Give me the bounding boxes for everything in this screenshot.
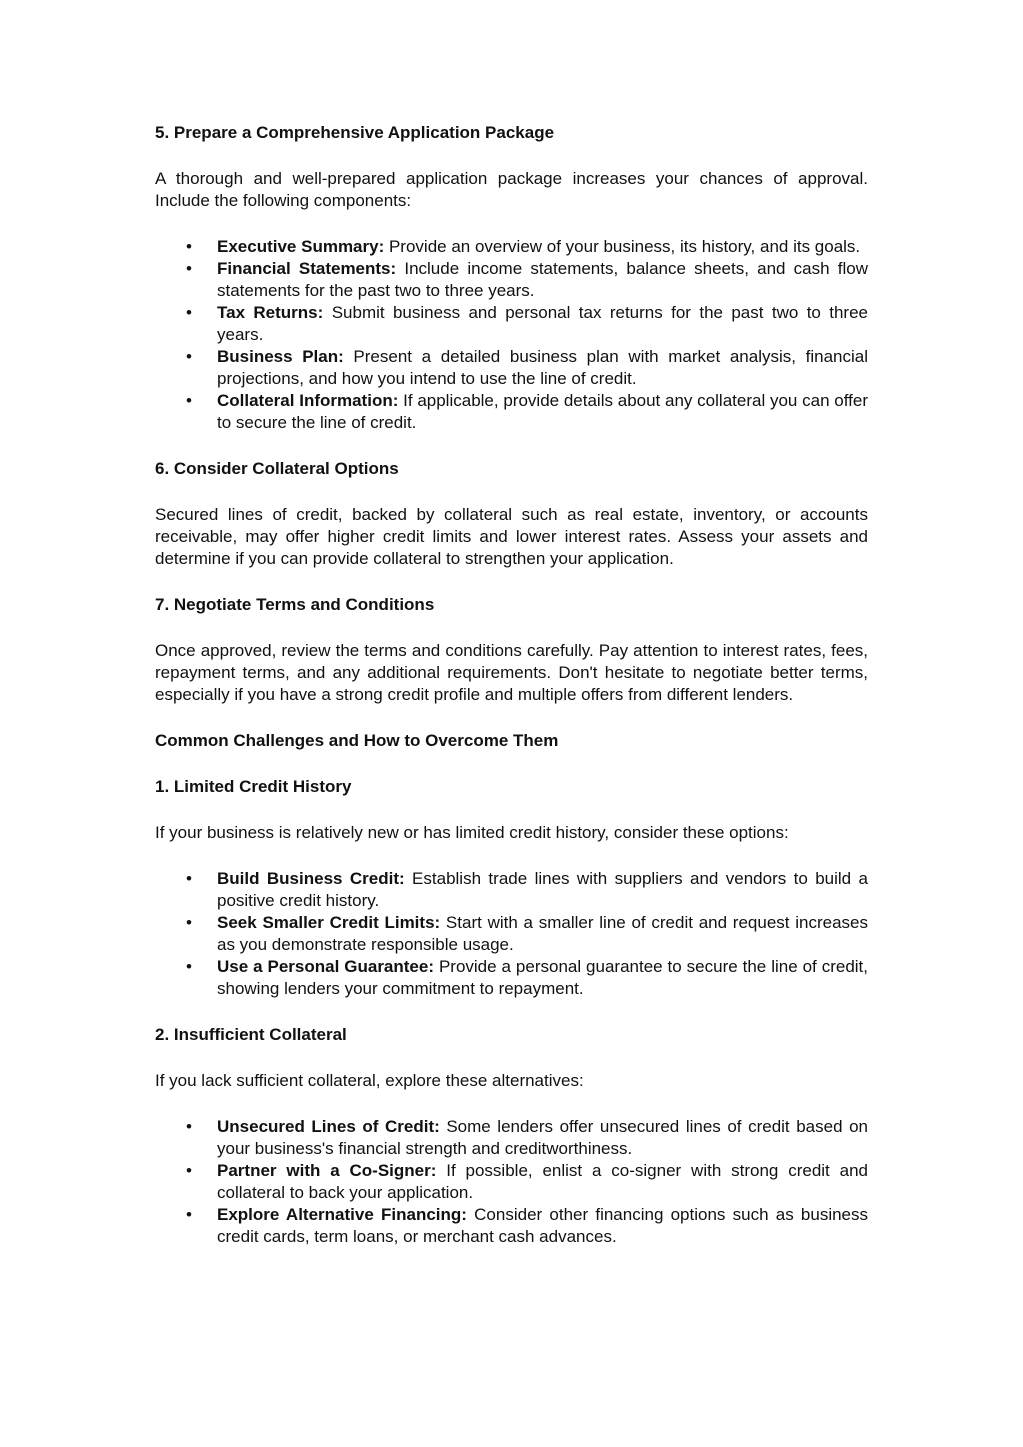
list-item [155, 236, 868, 258]
section-paragraph: If you lack sufficient collateral, explore these alternatives: [155, 1071, 584, 1090]
item-lead: Collateral Information: [217, 391, 399, 410]
document-page [155, 122, 868, 1272]
item-lead: Build Business Credit: [217, 869, 405, 888]
item-text: If applicable, provide details about any collateral you can offer to secure the line of credit. [217, 391, 868, 432]
item-lead: Tax Returns: [217, 303, 324, 322]
bullet-list [155, 236, 868, 434]
section-heading: 2. Insufficient Collateral [155, 1025, 347, 1044]
item-lead: Unsecured Lines of Credit: [217, 1117, 440, 1136]
item-text: Submit business and personal tax returns for the past two to three years. [217, 303, 869, 344]
item-text: Start with a smaller line of credit and request increases as you demonstrate responsible usage. [217, 913, 868, 954]
list-item [155, 346, 868, 390]
item-text: Consider other financing options such as business credit cards, term loans, or merchant cash advances. [217, 1205, 869, 1246]
section-heading: 6. Consider Collateral Options [155, 459, 399, 478]
item-text: Provide a personal guarantee to secure the line of credit, showing lenders your commitment to repayment. [217, 957, 869, 998]
item-lead: Financial Statements: [217, 259, 397, 278]
item-lead: Use a Personal Guarantee: [217, 957, 435, 976]
list-item [155, 1204, 868, 1248]
bullet-list [155, 868, 868, 1000]
list-item [155, 1160, 868, 1204]
item-text: Present a detailed business plan with market analysis, financial projections, and how you intend to use the line of credit. [217, 347, 868, 388]
list-item [155, 258, 868, 302]
list-item [155, 912, 868, 956]
section-heading: 5. Prepare a Comprehensive Application Package [155, 123, 555, 142]
item-text: Some lenders offer unsecured lines of credit based on your business's financial strength and creditworthiness. [217, 1117, 868, 1158]
bullet-list [155, 1116, 868, 1248]
section-heading: 1. Limited Credit History [155, 777, 352, 796]
section-paragraph: Once approved, review the terms and conditions carefully. Pay attention to interest rates, fees, repayment terms, and any additional requirements. Don't hesitate to negotiate better terms, especially if you have a strong credit profile and multiple offers from different lenders. [155, 641, 868, 704]
list-item [155, 868, 868, 912]
item-text: Establish trade lines with suppliers and vendors to build a positive credit history. [217, 869, 868, 910]
list-item [155, 302, 868, 346]
list-item [155, 390, 868, 434]
item-text: If possible, enlist a co-signer with strong credit and collateral to back your application. [217, 1161, 868, 1202]
section-heading: 7. Negotiate Terms and Conditions [155, 595, 435, 614]
item-text: Include income statements, balance sheets, and cash flow statements for the past two to three years. [217, 259, 868, 300]
item-lead: Partner with a Co-Signer: [217, 1161, 437, 1180]
list-item [155, 956, 868, 1000]
item-lead: Executive Summary: [217, 237, 385, 256]
item-text: Provide an overview of your business, its history, and its goals. [384, 237, 861, 256]
section-paragraph: A thorough and well-prepared application package increases your chances of approval. Include the following components: [155, 169, 868, 210]
item-lead: Seek Smaller Credit Limits: [217, 913, 441, 932]
section-paragraph: Secured lines of credit, backed by collateral such as real estate, inventory, or accounts receivable, may offer higher credit limits and lower interest rates. Assess your assets and determine if you can provide collateral to strengthen your application. [155, 505, 868, 568]
list-item [155, 1116, 868, 1160]
section-paragraph: If your business is relatively new or has limited credit history, consider these options: [155, 823, 789, 842]
item-lead: Explore Alternative Financing: [217, 1205, 467, 1224]
section-heading: Common Challenges and How to Overcome Them [155, 731, 559, 750]
item-lead: Business Plan: [217, 347, 344, 366]
